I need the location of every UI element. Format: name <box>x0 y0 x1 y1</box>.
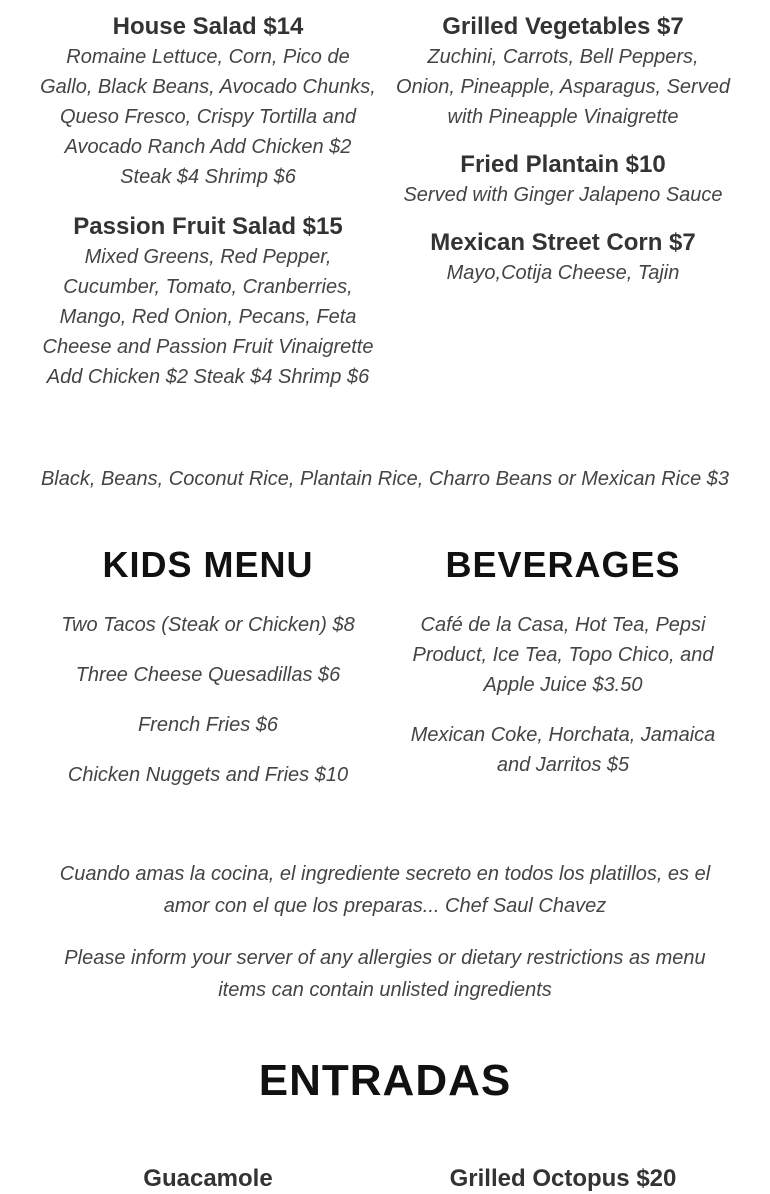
grilled-vegetables-title: Grilled Vegetables $7 <box>442 13 684 40</box>
beverages-heading: BEVERAGES <box>445 544 681 585</box>
kids-menu-heading: KIDS MENU <box>102 544 314 585</box>
allergy-notice: Please inform your server of any allergies or dietary restrictions as menu items can contain unlisted ingredients <box>64 947 706 1001</box>
kids-menu-section <box>40 544 376 790</box>
rice-and-beans-sides: Black, Beans, Coconut Rice, Plantain Rice, Charro Beans or Mexican Rice $3 <box>40 468 730 490</box>
grilled-octopus-title: Grilled Octopus $20 <box>449 1165 677 1192</box>
chef-quote: Cuando amas la cocina, el ingrediente secreto en todos los platillos, es el amor con el que los preparas... Chef Saul Chavez <box>59 863 711 917</box>
kids-menu-item: French Fries $6 <box>137 714 279 736</box>
entradas-heading: ENTRADAS <box>258 1056 512 1105</box>
chef-quote-block <box>40 858 730 1006</box>
beverages-list <box>396 610 730 780</box>
street-corn-title: Mexican Street Corn $7 <box>430 229 696 256</box>
sides-column <box>396 12 730 288</box>
beverage-item: Café de la Casa, Hot Tea, Pepsi Product, Ice Tea, Topo Chico, and Apple Juice $3.50 <box>412 614 714 696</box>
kids-menu-item: Chicken Nuggets and Fries $10 <box>67 764 349 786</box>
beverage-item: Mexican Coke, Horchata, Jamaica and Jarritos $5 <box>410 724 716 776</box>
salads-column <box>40 12 376 392</box>
sides-line <box>40 464 730 494</box>
kids-menu-item: Two Tacos (Steak or Chicken) $8 <box>61 614 355 636</box>
passion-fruit-salad-title: Passion Fruit Salad $15 <box>73 213 343 240</box>
entradas-left <box>40 1164 376 1194</box>
house-salad-title: House Salad $14 <box>112 13 304 40</box>
guacamole-title: Guacamole <box>143 1165 273 1192</box>
kids-menu-item: Three Cheese Quesadillas $6 <box>75 664 341 686</box>
fried-plantain-title: Fried Plantain $10 <box>460 151 666 178</box>
grilled-vegetables-description: Zuchini, Carrots, Bell Peppers, Onion, Pineapple, Asparagus, Served with Pineapple Vinaigrette <box>396 46 730 128</box>
entradas-right <box>396 1164 730 1194</box>
beverages-section <box>396 544 730 780</box>
fried-plantain-description: Served with Ginger Jalapeno Sauce <box>403 184 723 206</box>
passion-fruit-salad-description: Mixed Greens, Red Pepper, Cucumber, Tomato, Cranberries, Mango, Red Onion, Pecans, Feta Cheese and Passion Fruit Vinaigrette Add Chicken $2 Steak $4 Shrimp $6 <box>42 246 374 388</box>
entradas-section <box>40 1056 730 1106</box>
house-salad-description: Romaine Lettuce, Corn, Pico de Gallo, Black Beans, Avocado Chunks, Queso Fresco, Crispy Tortilla and Avocado Ranch Add Chicken $2 Steak $4 Shrimp $6 <box>40 46 376 188</box>
street-corn-description: Mayo,Cotija Cheese, Tajin <box>446 262 680 284</box>
